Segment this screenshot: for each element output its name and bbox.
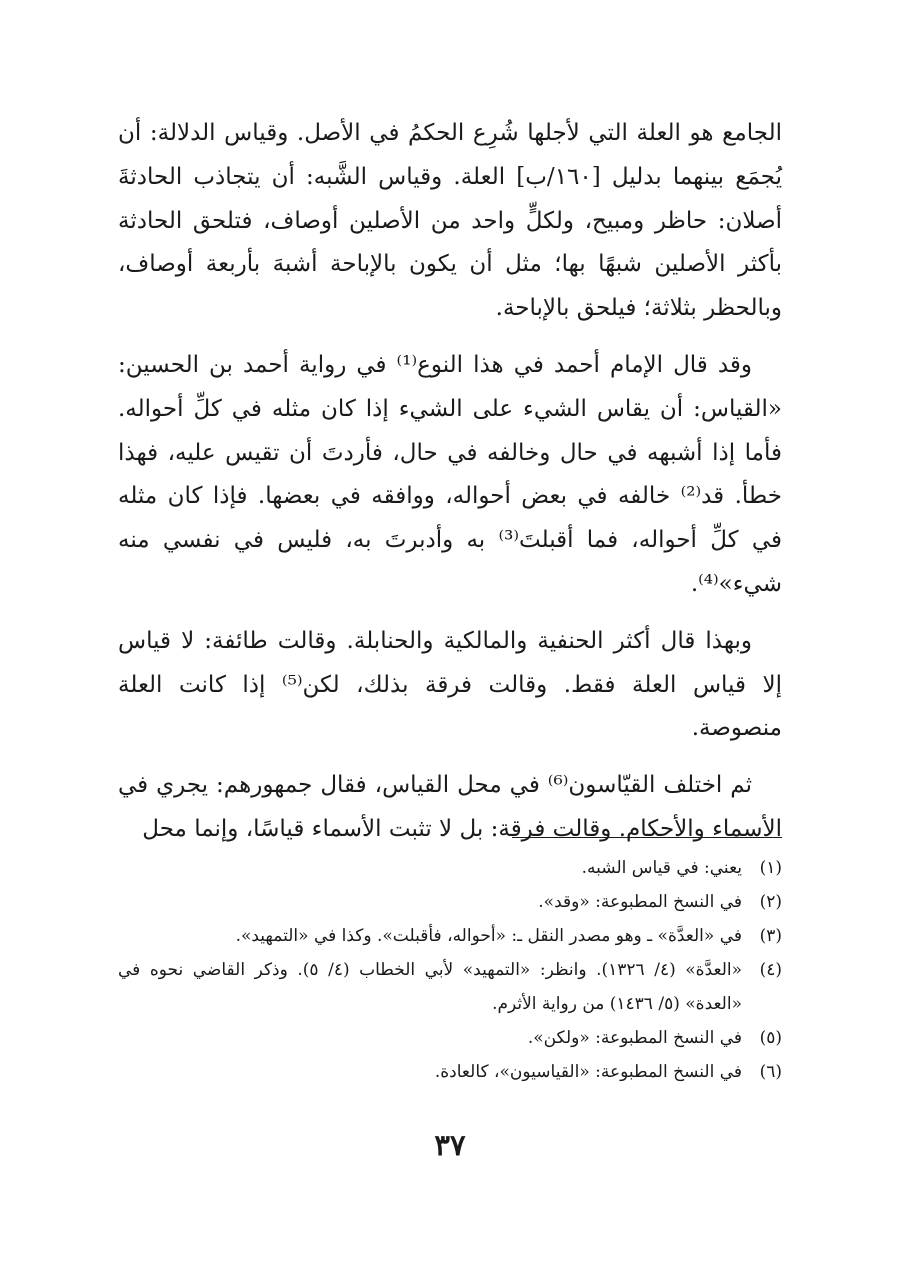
footnote-text: في النسخ المطبوعة: «ولكن».: [527, 1028, 742, 1048]
footnote: [118, 1055, 782, 1089]
footnotes: [118, 851, 782, 1089]
footnote: [118, 885, 782, 919]
paragraph-3: وبهذا قال أكثر الحنفية والمالكية والحنابلة. وقالت طائفة: لا قياس إلا قياس العلة فقط. وقالت فرقة بذلك، لكن⁽⁵⁾ إذا كانت العلة منصوصة.: [118, 627, 782, 742]
footnote-text: في النسخ المطبوعة: «وقد».: [538, 892, 742, 912]
footnote-number: (٥): [759, 1028, 782, 1048]
footnote: [118, 1021, 782, 1055]
footnote-divider: [512, 837, 782, 838]
footnote-number: (٤): [759, 960, 782, 980]
footnote-text: في النسخ المطبوعة: «القياسيون»، كالعادة.: [434, 1062, 742, 1082]
footnote-number: (٢): [759, 892, 782, 912]
footnote: [118, 919, 782, 953]
footnote-text: في «العدَّة» ـ وهو مصدر النقل ـ: «أحواله، فأقبلت». وكذا في «التمهيد».: [235, 926, 742, 946]
main-text: [118, 112, 782, 852]
footnote-number: (٦): [759, 1062, 782, 1082]
footnote-text: يعني: في قياس الشبه.: [581, 858, 742, 878]
page-number: ٣٧: [434, 1128, 466, 1162]
footnote-number: (٣): [759, 926, 782, 946]
footnote: [118, 851, 782, 885]
footnote-number: (١): [759, 858, 782, 878]
paragraph-2: وقد قال الإمام أحمد في هذا النوع⁽¹⁾ في رواية أحمد بن الحسين: «القياس: أن يقاس الشيء على الشيء إذا كان مثله في كلِّ أحواله. فأما إذا أشبهه في حال وخالفه في حال، فأردتَ أن تقيس عليه، فهذا خطأ. قد⁽²⁾ خالفه في بعض أحواله، ووافقه في بعضها. فإذا كان مثله في كلِّ أحواله، فما أقبلتَ⁽³⁾ به وأدبرتَ به، فليس في نفسي منه شيء»⁽⁴⁾.: [118, 351, 782, 597]
paragraph-1: الجامع هو العلة التي لأجلها شُرِع الحكمُ في الأصل. وقياس الدلالة: أن يُجمَع بينهما بدليل [١٦٠/ب] العلة. وقياس الشَّبه: أن يتجاذب الحادثةَ أصلان: حاظر ومبيح، ولكلٍّ واحد من الأصلين أوصاف، فتلحق الحادثة بأكثر الأصلين شبهًا بها؛ مثل أن يكون بالإباحة أشبهَ بأربعة أوصاف، وبالحظر بثلاثة؛ فيلحق بالإباحة.: [118, 120, 782, 322]
paragraph-4: ثم اختلف القيّاسون⁽⁶⁾ في محل القياس، فقال جمهورهم: يجري في الأسماء والأحكام. وقالت فرقة: بل لا تثبت الأسماء قياسًا، وإنما محل: [118, 772, 782, 842]
footnote: [118, 953, 782, 1021]
footnote-text: «العدَّة» (٤/ ١٣٢٦). وانظر: «التمهيد» لأبي الخطاب (٤/ ٥). وذكر القاضي نحوه في «العدة» (٥/ ١٤٣٦) من رواية الأثرم.: [118, 960, 742, 1014]
